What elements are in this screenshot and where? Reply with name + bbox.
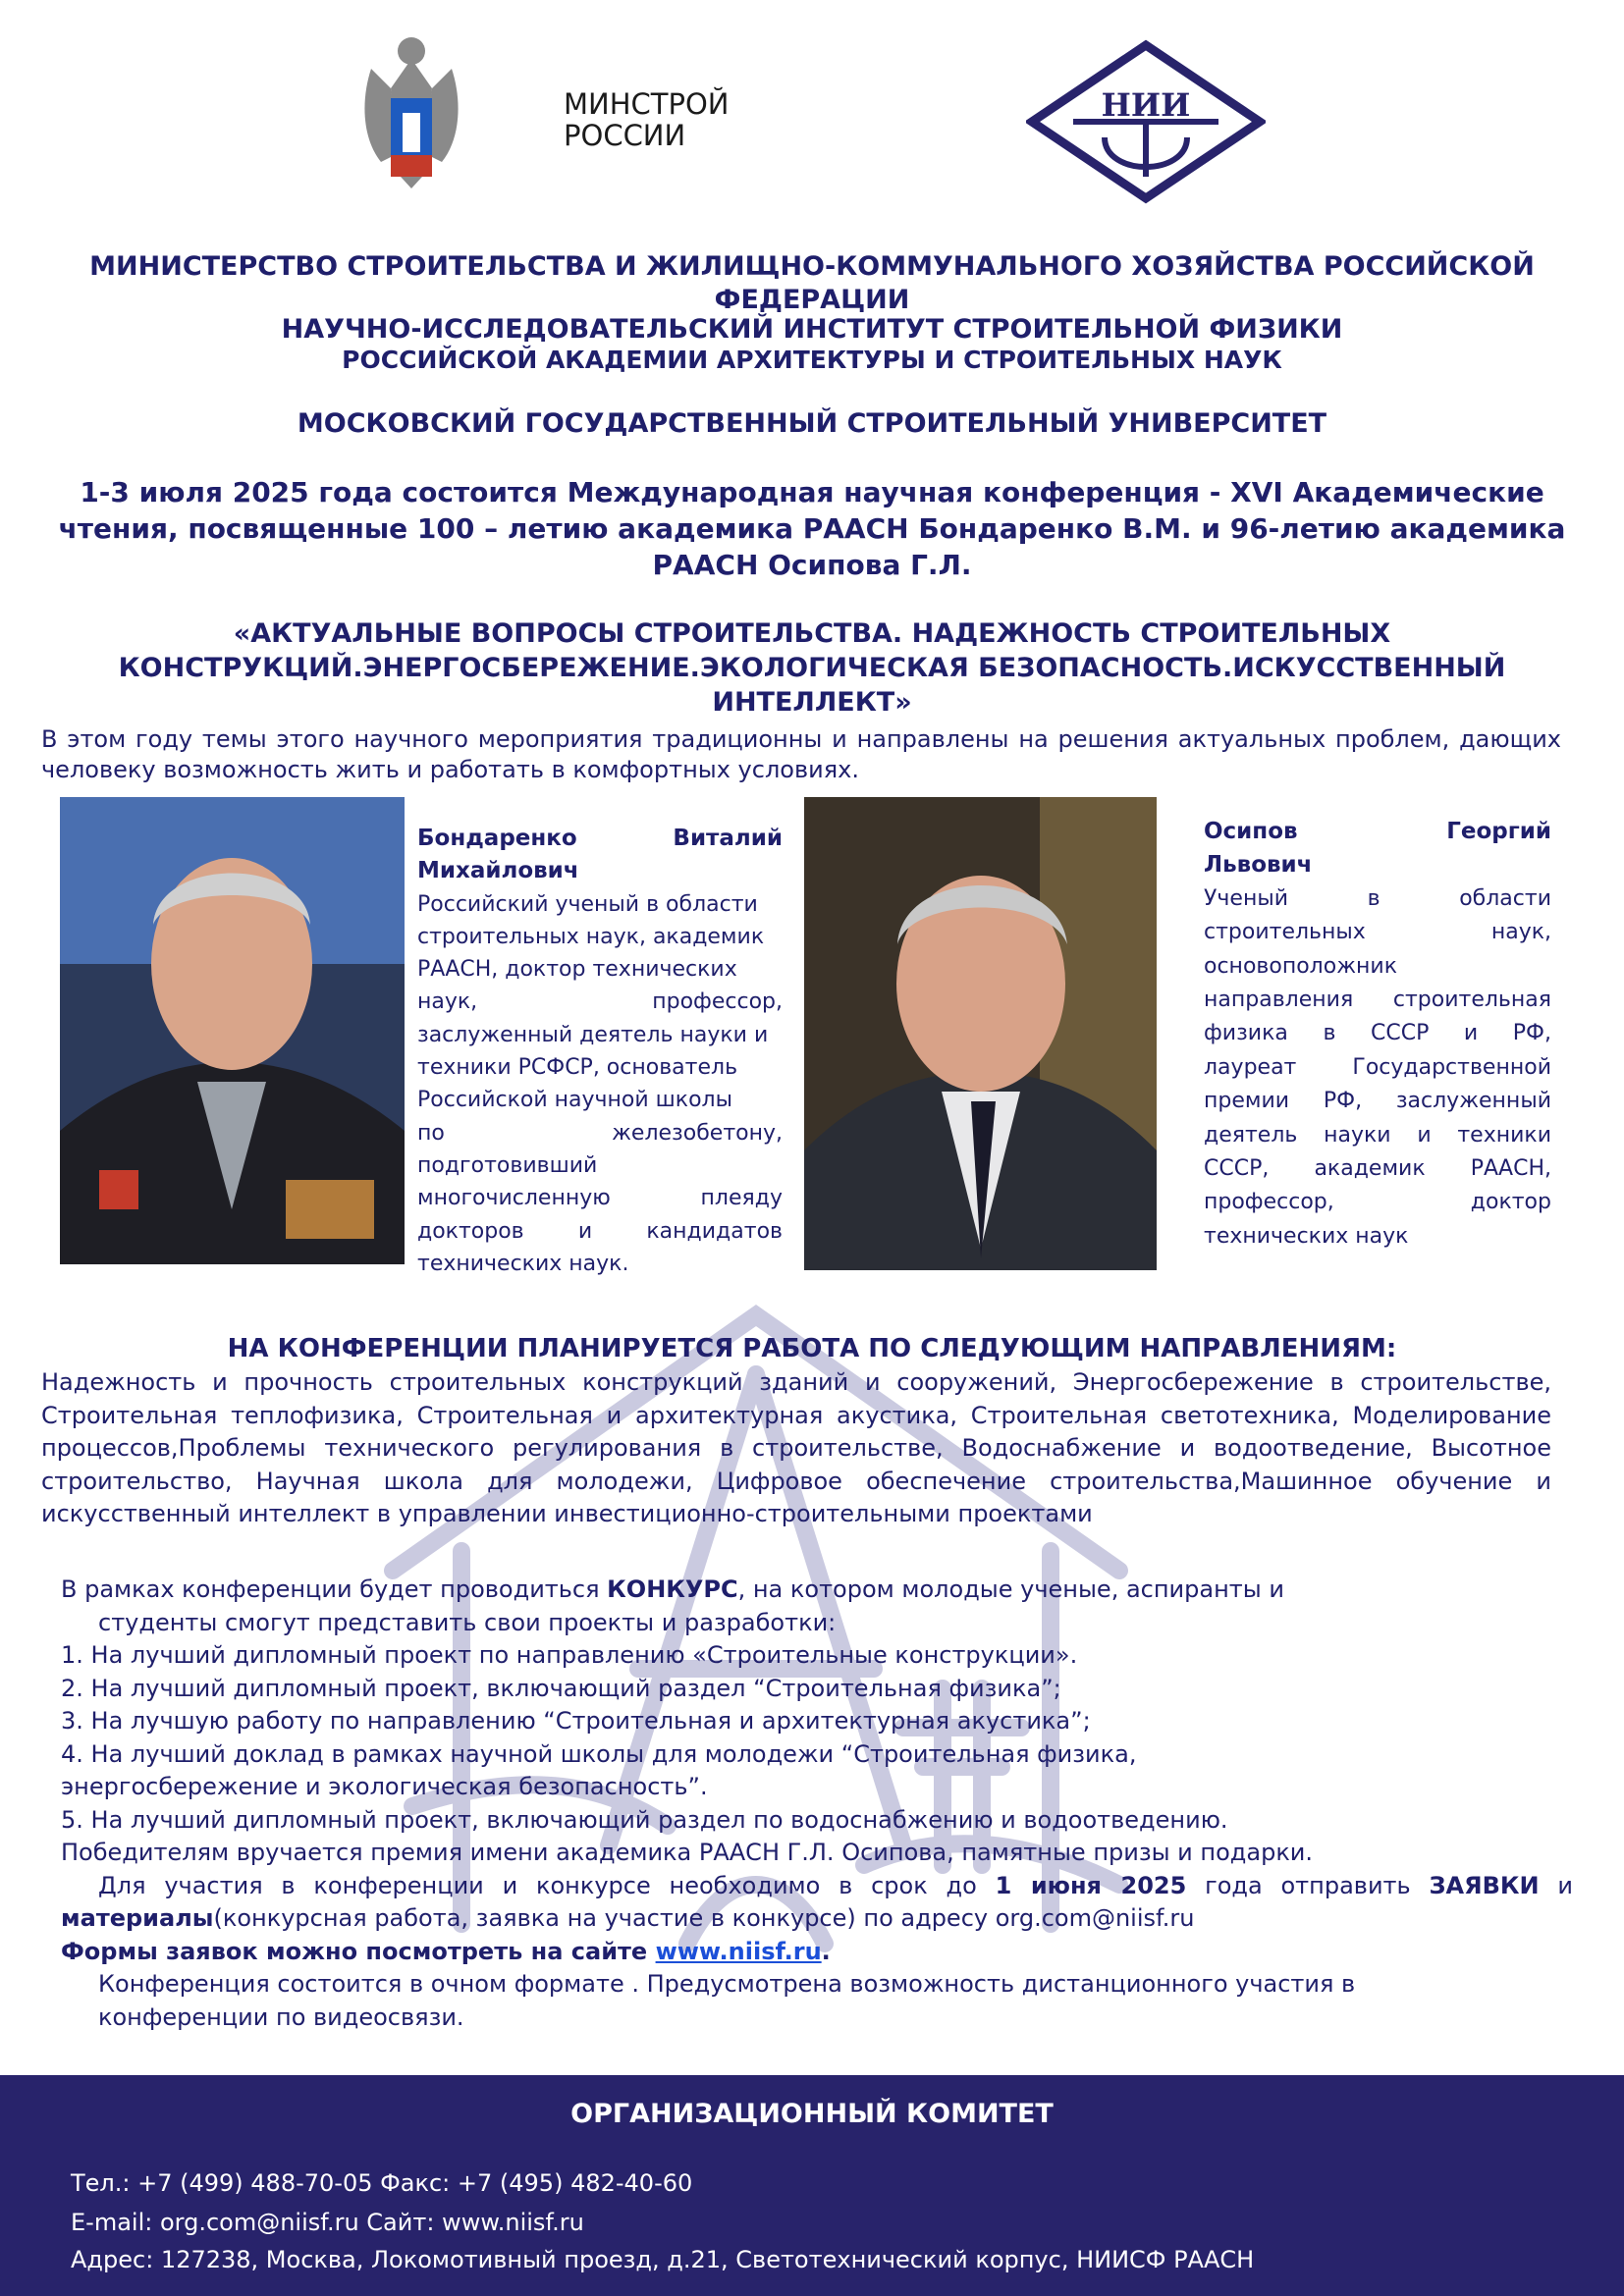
niisf-logo-text: НИИ [1101,86,1191,124]
footer-email: E-mail: org.com@niisf.ru Сайт: www.niisf.ru [71,2209,584,2236]
conference-theme: «АКТУАЛЬНЫЕ ВОПРОСЫ СТРОИТЕЛЬСТВА. НАДЕЖНОСТЬ СТРОИТЕЛЬНЫХ КОНСТРУКЦИЙ.ЭНЕРГОСБЕРЕЖЕНИЕ.ЭКОЛОГИЧЕСКАЯ БЕЗОПАСНОСТЬ.ИСКУССТВЕННЫЙ ИНТЕЛЛЕКТ» [118,618,1506,718]
conference-announcement: 1-3 июля 2025 года состоится Международная научная конференция - XVI Академические чтения, посвященные 100 – летию академика РААСН Бондаренко В.М. и 96-летию академика РААСН Осипова Г.Л. [58,476,1566,581]
contest-item: 5. На лучший дипломный проект, включающий раздел по водоснабжению и водоотведению. [61,1805,1228,1834]
photo-osipov [804,797,1157,1270]
institute-title: НАУЧНО-ИССЛЕДОВАТЕЛЬСКИЙ ИНСТИТУТ СТРОИТЕЛЬНОЙ ФИЗИКИ РОССИЙСКОЙ АКАДЕМИИ АРХИТЕКТУРЫ И СТРОИТЕЛЬНЫХ НАУК [281,314,1343,374]
contest-section: В рамках конференции будет проводиться КОНКУРС, на котором молодые ученые, аспиранты и студенты смогут представить свои проекты и разработки: 1. На лучший дипломный проект по направлению «Строительные конструкции». 2. На лучший дипломный проект, включающий раздел “Строительная физика”; 3. На лучшую работу по направлению “Строительная и архитектурная акустика”; 4. На лучший доклад в рамках научной школы для молодежи “Строительная физика, энергосбережение и экологическая безопасность”. 5. На лучший дипломный проект, включающий раздел по водоснабжению и водоотведению. Победителям вручается премия имени академика РААСН Г.Л. Осипова, памятные призы и подарки. Для участия в конференции и конкурсе необходимо в срок до 1 июня 2025 года отправить ЗАЯВКИ и материалы(конкурсная работа, заявка на участие в конкурсе) по адресу org.com@niisf.ru Формы заявок можно посмотреть на сайте www.niisf.ru. Конференция состоится в очном формате . Предусмотрена возможность дистанционного участия в конференции по видеосвязи. [61,1575,1573,2031]
bio-osipov: Осипов Георгий Львович Ученый в области строительных наук, основоположник направления строительная физика в СССР и РФ, лауреат Государственной премии РФ, заслуженный деятель науки и техники СССР, академик РААСН, профессор, доктор технических наук [1204,819,1551,1249]
portrait-placeholder-icon [60,797,405,1264]
contest-winners: Победителям вручается премия имени академика РААСН Г.Л. Осипова, памятные призы и подарки. [61,1839,1314,1866]
coat-of-arms-icon [361,29,461,191]
ministry-title: МИНИСТЕРСТВО СТРОИТЕЛЬСТВА И ЖИЛИЩНО-КОММУНАЛЬНОГО ХОЗЯЙСТВА РОССИЙСКОЙ ФЕДЕРАЦИИ [89,251,1535,315]
directions-list: Надежность и прочность строительных конструкций зданий и сооружений, Энергосбережение в строительстве, Строительная теплофизика, Строительная и архитектурная акустика, Строительная светотехника, Моделирование процессов,Проблемы технического регулирования в строительстве, Водоснабжение и водоотведение, Высотное строительство, Научная школа для молодежи, Цифровое обеспечение строительства,Машинное обучение и искусственный интеллект в управлении инвестиционно-строительными проектами [41,1368,1551,1527]
contest-intro: В рамках конференции будет проводиться КОНКУРС, на котором молодые ученые, аспиранты и [61,1575,1284,1603]
footer-title: ОРГАНИЗАЦИОННЫЙ КОМИТЕТ [570,2099,1054,2129]
contest-item: 2. На лучший дипломный проект, включающий раздел “Строительная физика”; [61,1674,1061,1702]
intro-paragraph: В этом году темы этого научного мероприятия традиционны и направлены на решения актуальных проблем, дающих человеку возможность жить и работать в комфортных условиях. [41,725,1561,783]
bio-bondarenko: Бондаренко Виталий Михайлович Российский ученый в области строительных наук, академик РААСН, доктор технических наук, профессор, заслуженный деятель науки и техники РСФСР, основатель Российской научной школы по железобетону, подготовивший многочисленную плеяду докторов и кандидатов технических наук. [417,826,783,1276]
footer-phone: Тел.: +7 (499) 488-70-05 Факс: +7 (495) 482-40-60 [71,2169,693,2197]
contest-item: 1. На лучший дипломный проект по направлению «Строительные конструкции». [61,1641,1078,1669]
contest-forms: Формы заявок можно посмотреть на сайте www.niisf.ru. [61,1937,831,1965]
contest-item: энергосбережение и экологическая безопасность”. [61,1773,708,1800]
contest-item: 4. На лучший доклад в рамках научной школы для молодежи “Строительная физика, [61,1739,1137,1768]
ministry-logo-text: МИНСТРОЙ РОССИИ [564,87,730,152]
niisf-website-link[interactable]: www.niisf.ru [655,1937,822,1965]
contest-apply: Для участия в конференции и конкурсе необходимо в срок до 1 июня 2025 года отправить ЗАЯВКИ и [98,1871,1573,1899]
university-title: МОСКОВСКИЙ ГОСУДАРСТВЕННЫЙ СТРОИТЕЛЬНЫЙ УНИВЕРСИТЕТ [297,408,1327,439]
footer-address: Адрес: 127238, Москва, Локомотивный проезд, д.21, Светотехнический корпус, НИИСФ РААСН [71,2246,1255,2273]
directions-title: НА КОНФЕРЕНЦИИ ПЛАНИРУЕТСЯ РАБОТА ПО СЛЕДУЮЩИМ НАПРАВЛЕНИЯМ: [227,1334,1397,1363]
photo-bondarenko [60,797,405,1264]
portrait-placeholder-icon [804,797,1157,1270]
contest-item: 3. На лучшую работу по направлению “Строительная и архитектурная акустика”; [61,1707,1091,1735]
organizing-committee-footer [0,2075,1624,2296]
contest-materials: материалы(конкурсная работа, заявка на участие в конкурсе) по адресу org.com@niisf.ru [61,1904,1195,1932]
